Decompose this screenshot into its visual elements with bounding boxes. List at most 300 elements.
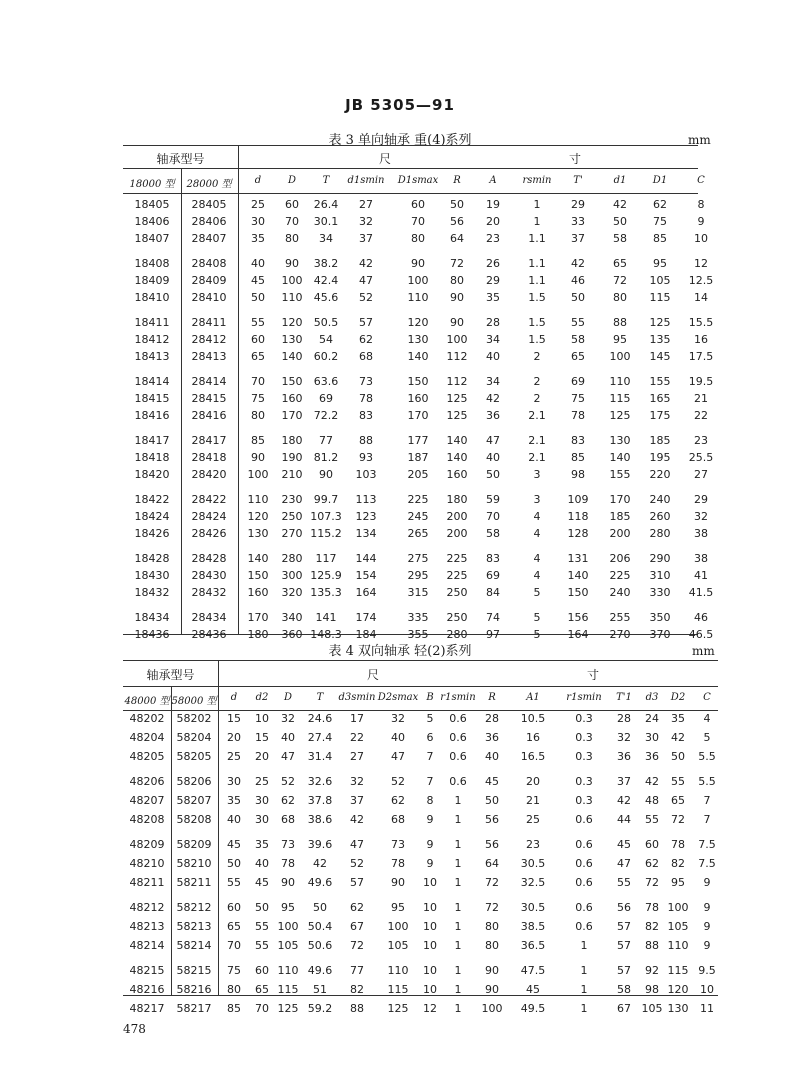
table-cell: 12: [423, 1002, 437, 1015]
table-cell: 150: [281, 375, 303, 388]
table-cell: 18418: [134, 451, 170, 464]
table-cell: 58205: [176, 750, 212, 763]
table-cell: 57: [359, 316, 373, 329]
table-cell: 50: [486, 468, 500, 481]
table-cell: 290: [649, 552, 671, 565]
table-cell: 18417: [134, 434, 170, 447]
table-cell: 9: [703, 876, 711, 889]
table-cell: 32: [694, 510, 708, 523]
table-cell: 58213: [176, 920, 212, 933]
table-cell: 141: [315, 611, 337, 624]
table-cell: 36: [617, 750, 631, 763]
table-cell: 84: [486, 586, 500, 599]
table4-col-header: D2smax: [377, 692, 419, 703]
table-cell: 75: [251, 392, 265, 405]
table-cell: 45: [617, 838, 631, 851]
table3-group-header: 轴承型号: [156, 152, 205, 166]
table-cell: 50: [450, 198, 464, 211]
table-cell: 55: [251, 316, 265, 329]
table-cell: 0.3: [575, 775, 593, 788]
table4-title: 表 4 双向轴承 轻(2)系列: [328, 644, 472, 659]
table-cell: 118: [567, 510, 589, 523]
table-cell: 1.1: [528, 257, 546, 270]
table3-dim-header-right: 寸: [568, 152, 581, 166]
table-cell: 72.2: [313, 409, 339, 422]
table-cell: 200: [446, 510, 468, 523]
table-cell: 109: [567, 493, 589, 506]
table-cell: 78: [359, 392, 373, 405]
table-cell: 78: [571, 409, 585, 422]
table-cell: 180: [446, 493, 468, 506]
table-cell: 4: [533, 527, 541, 540]
table-cell: 44: [617, 813, 631, 826]
table-cell: 1: [580, 964, 588, 977]
table-cell: 46: [571, 274, 585, 287]
table-cell: 15.5: [688, 316, 714, 329]
table-cell: 240: [649, 493, 671, 506]
table-cell: 280: [446, 628, 468, 641]
table-cell: 27: [359, 198, 373, 211]
table-cell: 33: [571, 215, 585, 228]
table-cell: 10: [423, 876, 437, 889]
table-cell: 28415: [191, 392, 227, 405]
table-cell: 60: [645, 838, 659, 851]
table-cell: 60: [251, 333, 265, 346]
table-cell: 154: [355, 569, 377, 582]
table-cell: 63.6: [313, 375, 339, 388]
table-cell: 28409: [191, 274, 227, 287]
table-cell: 125: [609, 409, 631, 422]
table-cell: 38: [694, 552, 708, 565]
table-cell: 1: [454, 901, 462, 914]
table-cell: 120: [247, 510, 269, 523]
table-cell: 72: [671, 813, 685, 826]
table-cell: 170: [609, 493, 631, 506]
table-cell: 130: [247, 527, 269, 540]
table-cell: 190: [281, 451, 303, 464]
table-cell: 98: [645, 983, 659, 996]
table-cell: 50.5: [313, 316, 339, 329]
table-cell: 275: [407, 552, 429, 565]
table-cell: 85: [571, 451, 585, 464]
table-cell: 60: [285, 198, 299, 211]
table-cell: 40: [486, 350, 500, 363]
table-cell: 23: [526, 838, 540, 851]
table-cell: 58210: [176, 857, 212, 870]
table-cell: 140: [407, 350, 429, 363]
table-cell: 24: [645, 712, 659, 725]
table-cell: 80: [613, 291, 627, 304]
table-cell: 82: [671, 857, 685, 870]
table-cell: 4: [533, 552, 541, 565]
table-cell: 30.5: [520, 857, 546, 870]
table-cell: 18406: [134, 215, 170, 228]
table-cell: 0.6: [575, 876, 593, 889]
table-cell: 250: [446, 611, 468, 624]
table-cell: 58208: [176, 813, 212, 826]
table-cell: 160: [446, 468, 468, 481]
table-cell: 170: [247, 611, 269, 624]
table-cell: 330: [649, 586, 671, 599]
table-cell: 128: [567, 527, 589, 540]
table-cell: 225: [609, 569, 631, 582]
table-cell: 125: [649, 316, 671, 329]
table-cell: 48213: [129, 920, 165, 933]
table-cell: 57: [617, 920, 631, 933]
table-cell: 72: [645, 876, 659, 889]
table-cell: 20: [255, 750, 269, 763]
table-cell: 315: [407, 586, 429, 599]
table-cell: 18412: [134, 333, 170, 346]
table-cell: 45: [485, 775, 499, 788]
table-cell: 47: [486, 434, 500, 447]
table-cell: 32: [350, 775, 364, 788]
table-cell: 55: [255, 920, 269, 933]
table-cell: 110: [281, 291, 303, 304]
table-cell: 26.4: [313, 198, 339, 211]
table-cell: 34: [486, 375, 500, 388]
table-cell: 50: [255, 901, 269, 914]
table-cell: 50: [671, 750, 685, 763]
table-cell: 21: [526, 794, 540, 807]
table-cell: 1.1: [528, 274, 546, 287]
table-cell: 5: [533, 586, 541, 599]
table-cell: 55: [227, 876, 241, 889]
table-cell: 68: [391, 813, 405, 826]
table-cell: 18413: [134, 350, 170, 363]
table4-col-header: C: [703, 692, 711, 703]
table-cell: 62: [653, 198, 667, 211]
table-cell: 18432: [134, 586, 170, 599]
table-cell: 42: [645, 775, 659, 788]
table-cell: 27: [350, 750, 364, 763]
table-cell: 20: [227, 731, 241, 744]
table-cell: 10: [423, 964, 437, 977]
table-cell: 37: [359, 232, 373, 245]
table-cell: 184: [355, 628, 377, 641]
table-cell: 18430: [134, 569, 170, 582]
table-cell: 51: [313, 983, 327, 996]
table-cell: 0.3: [575, 731, 593, 744]
table-cell: 62: [391, 794, 405, 807]
table3-col-header: D1: [652, 175, 668, 186]
table-cell: 1: [533, 198, 541, 211]
table-cell: 295: [407, 569, 429, 582]
table-cell: 31.4: [307, 750, 333, 763]
table-cell: 68: [359, 350, 373, 363]
table-cell: 1: [454, 964, 462, 977]
table-cell: 58211: [176, 876, 212, 889]
table-cell: 112: [446, 350, 468, 363]
table-cell: 105: [649, 274, 671, 287]
table4-col-header: 48000 型: [124, 696, 170, 707]
table-cell: 1: [454, 876, 462, 889]
table-cell: 135: [649, 333, 671, 346]
table-cell: 10: [255, 712, 269, 725]
table4-dim-header-right: 寸: [586, 668, 599, 682]
table-cell: 38.5: [520, 920, 546, 933]
table-cell: 0.6: [449, 750, 467, 763]
table-cell: 47: [617, 857, 631, 870]
table-cell: 1.1: [528, 232, 546, 245]
table-cell: 250: [446, 586, 468, 599]
table-cell: 30: [255, 813, 269, 826]
table-cell: 0.3: [575, 794, 593, 807]
table-cell: 58212: [176, 901, 212, 914]
table-cell: 28428: [191, 552, 227, 565]
table-cell: 1: [454, 939, 462, 952]
table-cell: 37: [350, 794, 364, 807]
table-cell: 72: [450, 257, 464, 270]
table-cell: 200: [609, 527, 631, 540]
table-cell: 42: [313, 857, 327, 870]
table-cell: 50: [613, 215, 627, 228]
table-cell: 41: [694, 569, 708, 582]
table-cell: 160: [281, 392, 303, 405]
table-cell: 40: [391, 731, 405, 744]
table-cell: 28414: [191, 375, 227, 388]
table-cell: 85: [653, 232, 667, 245]
table-cell: 174: [355, 611, 377, 624]
table-cell: 28432: [191, 586, 227, 599]
table-cell: 97: [486, 628, 500, 641]
table-cell: 48208: [129, 813, 165, 826]
table-cell: 58209: [176, 838, 212, 851]
table-cell: 60: [255, 964, 269, 977]
table-cell: 32.6: [307, 775, 333, 788]
table-cell: 100: [387, 920, 409, 933]
table-cell: 9.5: [698, 964, 716, 977]
table-cell: 0.6: [575, 901, 593, 914]
table-cell: 24.6: [307, 712, 333, 725]
table-cell: 65: [255, 983, 269, 996]
table-cell: 98: [571, 468, 585, 481]
table-cell: 164: [355, 586, 377, 599]
table-cell: 92: [645, 964, 659, 977]
table-cell: 29: [486, 274, 500, 287]
table-cell: 32: [391, 712, 405, 725]
table-cell: 85: [227, 1002, 241, 1015]
table-cell: 80: [450, 274, 464, 287]
table-cell: 1.5: [528, 316, 546, 329]
table-cell: 38: [694, 527, 708, 540]
table-cell: 7: [703, 794, 711, 807]
table-cell: 42.4: [313, 274, 339, 287]
table-cell: 40: [227, 813, 241, 826]
table-cell: 125: [446, 392, 468, 405]
table4-col-header: D2: [670, 692, 686, 703]
table-cell: 48211: [129, 876, 165, 889]
table-cell: 22: [350, 731, 364, 744]
table-cell: 0.6: [575, 857, 593, 870]
table-cell: 1.5: [528, 291, 546, 304]
table-cell: 110: [609, 375, 631, 388]
table-cell: 34: [486, 333, 500, 346]
table-cell: 36: [645, 750, 659, 763]
table-cell: 110: [387, 964, 409, 977]
table-cell: 205: [407, 468, 429, 481]
table-cell: 30: [227, 775, 241, 788]
table-cell: 85: [251, 434, 265, 447]
table3-unit: mm: [688, 133, 711, 147]
table-cell: 28407: [191, 232, 227, 245]
table-cell: 80: [485, 939, 499, 952]
table-cell: 6: [426, 731, 434, 744]
table-cell: 1: [533, 215, 541, 228]
table-cell: 50: [313, 901, 327, 914]
table4-col-header: d3smin: [338, 692, 376, 703]
table-cell: 115: [277, 983, 299, 996]
table4-col-header: d3: [645, 692, 659, 703]
table-cell: 78: [391, 857, 405, 870]
table-cell: 70: [486, 510, 500, 523]
table-cell: 0.6: [575, 813, 593, 826]
table-cell: 48210: [129, 857, 165, 870]
table-cell: 115: [609, 392, 631, 405]
table-cell: 64: [450, 232, 464, 245]
table-cell: 48217: [129, 1002, 165, 1015]
table-cell: 250: [281, 510, 303, 523]
table-cell: 165: [649, 392, 671, 405]
table-cell: 0.6: [575, 920, 593, 933]
table-cell: 40: [255, 857, 269, 870]
table-cell: 75: [571, 392, 585, 405]
table-cell: 360: [281, 628, 303, 641]
table-cell: 28: [617, 712, 631, 725]
table-cell: 69: [319, 392, 333, 405]
table-cell: 18424: [134, 510, 170, 523]
table-cell: 14: [694, 291, 708, 304]
table-cell: 60.2: [313, 350, 339, 363]
table-cell: 100: [446, 333, 468, 346]
table-cell: 50: [227, 857, 241, 870]
table-cell: 99.7: [313, 493, 339, 506]
table-cell: 350: [649, 611, 671, 624]
table-cell: 5.5: [698, 750, 716, 763]
table4-col-header: B: [426, 692, 434, 703]
table-cell: 58206: [176, 775, 212, 788]
table-cell: 225: [446, 569, 468, 582]
table4-col-header: R: [488, 692, 496, 703]
table4-col-header: d: [230, 692, 238, 703]
table-cell: 25: [255, 775, 269, 788]
table-cell: 3: [533, 493, 541, 506]
table-cell: 115.2: [310, 527, 342, 540]
table-cell: 105: [277, 939, 299, 952]
table-cell: 110: [277, 964, 299, 977]
table-cell: 30: [255, 794, 269, 807]
table-cell: 185: [649, 434, 671, 447]
table-cell: 67: [350, 920, 364, 933]
table-cell: 140: [446, 451, 468, 464]
table-cell: 58: [617, 983, 631, 996]
table-cell: 28422: [191, 493, 227, 506]
table-cell: 28417: [191, 434, 227, 447]
table-cell: 144: [355, 552, 377, 565]
table-cell: 185: [609, 510, 631, 523]
table-cell: 83: [359, 409, 373, 422]
table-cell: 300: [281, 569, 303, 582]
table-cell: 82: [645, 920, 659, 933]
table-cell: 72: [485, 901, 499, 914]
table-cell: 100: [281, 274, 303, 287]
table4-col-header: T'1: [616, 692, 632, 703]
table-cell: 16.5: [520, 750, 546, 763]
table3-col-header: T': [573, 175, 583, 186]
table-cell: 48215: [129, 964, 165, 977]
table3-col-header: 28000 型: [186, 179, 232, 190]
table-cell: 1: [454, 1002, 462, 1015]
table4-col-header: r1smin: [566, 692, 602, 703]
table-cell: 30: [251, 215, 265, 228]
table-cell: 73: [359, 375, 373, 388]
table-cell: 45: [255, 876, 269, 889]
table-cell: 5: [533, 628, 541, 641]
table-cell: 8: [697, 198, 705, 211]
table-cell: 90: [319, 468, 333, 481]
table-cell: 90: [411, 257, 425, 270]
table-cell: 21: [694, 392, 708, 405]
table-cell: 47: [350, 838, 364, 851]
table-cell: 59.2: [307, 1002, 333, 1015]
table-cell: 28: [485, 712, 499, 725]
table-cell: 32: [281, 712, 295, 725]
table-cell: 35: [227, 794, 241, 807]
table-cell: 100: [667, 901, 689, 914]
table-cell: 110: [407, 291, 429, 304]
table-cell: 77: [319, 434, 333, 447]
table-cell: 335: [407, 611, 429, 624]
table-cell: 78: [645, 901, 659, 914]
table-cell: 3: [533, 468, 541, 481]
table-cell: 32: [617, 731, 631, 744]
table-cell: 18409: [134, 274, 170, 287]
table-cell: 7.5: [698, 838, 716, 851]
table-cell: 130: [281, 333, 303, 346]
table-cell: 112: [446, 375, 468, 388]
table-cell: 19.5: [688, 375, 714, 388]
table-cell: 100: [407, 274, 429, 287]
table-cell: 10: [423, 920, 437, 933]
table-cell: 65: [251, 350, 265, 363]
table-cell: 150: [247, 569, 269, 582]
table-cell: 164: [567, 628, 589, 641]
table3-col-header: rsmin: [522, 175, 552, 186]
table-cell: 130: [667, 1002, 689, 1015]
table-cell: 75: [653, 215, 667, 228]
table-cell: 28420: [191, 468, 227, 481]
table-cell: 7.5: [698, 857, 716, 870]
table-cell: 45: [251, 274, 265, 287]
table-cell: 40: [251, 257, 265, 270]
table-cell: 95: [613, 333, 627, 346]
table-cell: 9: [703, 939, 711, 952]
table-cell: 34: [319, 232, 333, 245]
table-cell: 58215: [176, 964, 212, 977]
table-cell: 42: [671, 731, 685, 744]
table-cell: 80: [285, 232, 299, 245]
table-cell: 131: [567, 552, 589, 565]
table-cell: 52: [391, 775, 405, 788]
table4-group-header: 轴承型号: [146, 668, 195, 682]
table-cell: 50.6: [307, 939, 333, 952]
table-cell: 18434: [134, 611, 170, 624]
table-cell: 175: [649, 409, 671, 422]
table-cell: 355: [407, 628, 429, 641]
table3-dim-header-left: 尺: [378, 152, 391, 166]
table-cell: 38.6: [307, 813, 333, 826]
table-cell: 130: [609, 434, 631, 447]
